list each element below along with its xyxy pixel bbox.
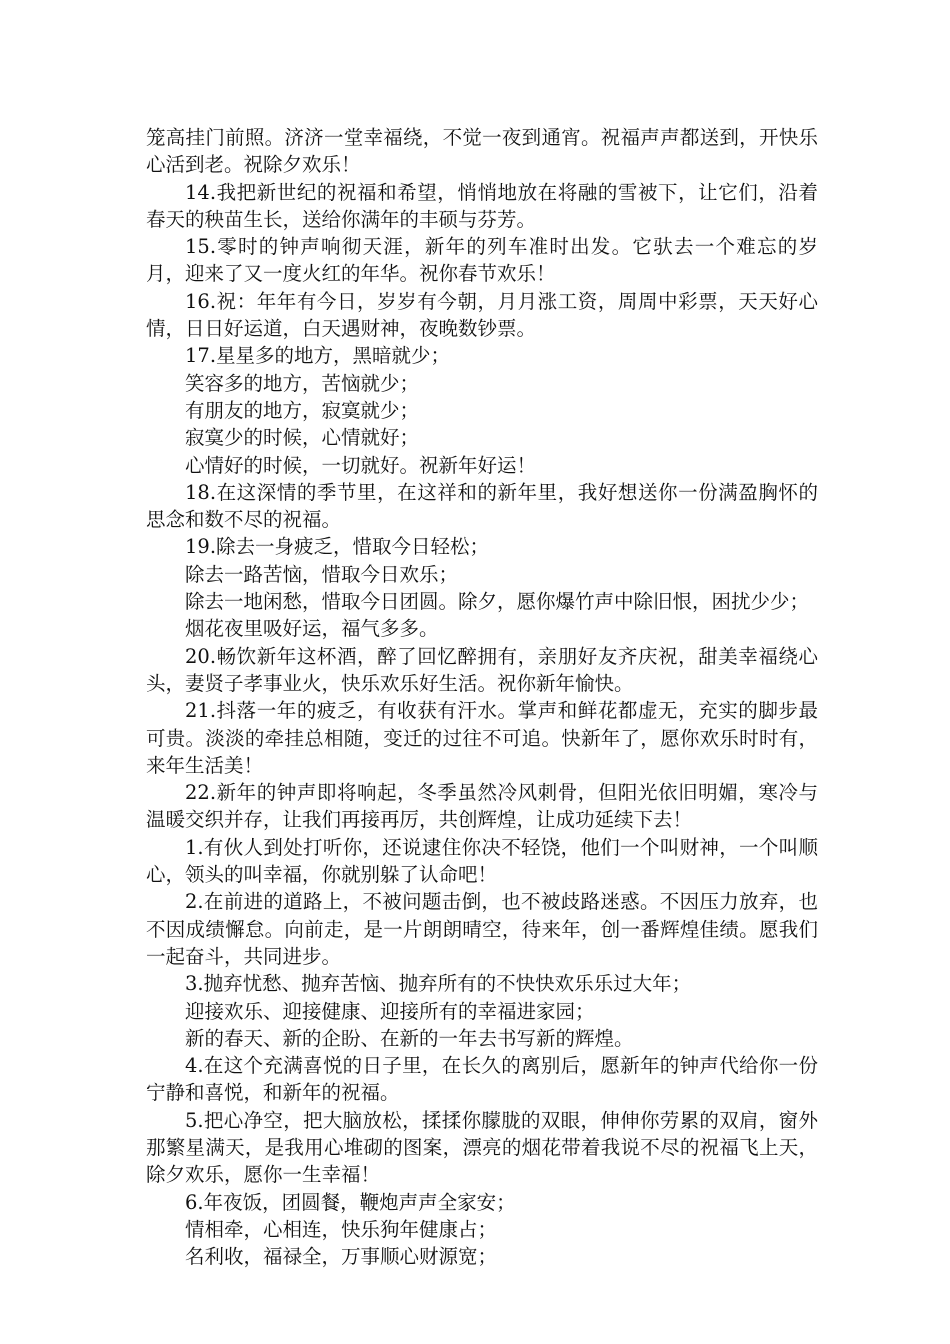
paragraph: 心情好的时候，一切就好。祝新年好运！ [185,453,537,477]
paragraph: 6.年夜饭，团圆餐，鞭炮声声全家安； [185,1190,516,1214]
paragraph: 3.抛弃忧愁、抛弃苦恼、抛弃所有的不快快欢乐乐过大年； [185,972,692,996]
paragraph: 14.我把新世纪的祝福和希望，悄悄地放在将融的雪被下，让它们，沿着春天的秧苗生长，送给你满年的丰硕与芬芳。 [146,180,818,231]
paragraph: 21.抖落一年的疲乏，有收获有汗水。掌声和鲜花都虚无，充实的脚步最可贵。淡淡的牵挂总相随，变迁的过往不可追。快新年了，愿你欢乐时时有，来年生活美！ [146,699,818,777]
paragraph: 笑容多的地方，苦恼就少； [185,371,420,395]
paragraph: 19.除去一身疲乏，惜取今日轻松； [185,535,490,559]
document-page [146,124,818,1270]
paragraph: 2.在前进的道路上，不被问题击倒，也不被歧路迷惑。不因压力放弃，也不因成绩懈怠。向前走，是一片朗朗晴空，待来年，创一番辉煌佳绩。愿我们一起奋斗，共同进步。 [146,890,818,968]
paragraph: 情相牵，心相连，快乐狗年健康占； [185,1217,498,1241]
paragraph: 18.在这深情的季节里，在这祥和的新年里，我好想送你一份满盈胸怀的思念和数不尽的祝福。 [146,480,818,532]
paragraph: 除去一地闲愁，惜取今日团圆。除夕，愿你爆竹声中除旧恨，困扰少少； [185,590,810,614]
paragraph: 有朋友的地方，寂寞就少； [185,398,420,422]
paragraph: 5.把心净空，把大脑放松，揉揉你朦胧的双眼，伸伸你劳累的双肩，窗外那繁星满天，是我用心堆砌的图案，漂亮的烟花带着我说不尽的祝福飞上天，除夕欢乐，愿你一生幸福！ [146,1108,818,1187]
paragraph: 寂寞少的时候，心情就好； [185,426,420,450]
paragraph: 22.新年的钟声即将响起，冬季虽然冷风刺骨，但阳光依旧明媚，寒冷与温暖交织并存，让我们再接再厉，共创辉煌，让成功延续下去！ [146,781,818,832]
paragraph: 烟花夜里吸好运，福气多多。 [185,617,439,641]
paragraph: 名利收，福禄全，万事顺心财源宽； [185,1245,498,1269]
paragraph: 迎接欢乐、迎接健康、迎接所有的幸福进家园； [185,999,595,1023]
paragraph: 20.畅饮新年这杯酒，醉了回忆醉拥有，亲朋好友齐庆祝，甜美幸福绕心头，妻贤子孝事业火，快乐欢乐好生活。祝你新年愉快。 [146,644,818,695]
paragraph: 4.在这个充满喜悦的日子里，在长久的离别后，愿新年的钟声代给你一份宁静和喜悦，和新年的祝福。 [146,1054,818,1105]
paragraph: 16.祝：年年有今日，岁岁有今朝，月月涨工资，周周中彩票，天天好心情，日日好运道，白天遇财神，夜晚数钞票。 [146,289,818,341]
paragraph: 15.零时的钟声响彻天涯，新年的列车准时出发。它驮去一个难忘的岁月，迎来了又一度火红的年华。祝你春节欢乐！ [146,235,818,286]
paragraph: 除去一路苦恼，惜取今日欢乐； [185,562,459,586]
paragraph: 笼高挂门前照。济济一堂幸福绕，不觉一夜到通宵。祝福声声都送到，开快乐心活到老。祝除夕欢乐！ [146,126,818,177]
paragraph: 1.有伙人到处打听你，还说逮住你决不轻饶，他们一个叫财神，一个叫顺心，领头的叫幸福，你就别躲了认命吧！ [146,835,818,887]
paragraph: 新的春天、新的企盼、在新的一年去书写新的辉煌。 [185,1026,634,1050]
paragraph: 17.星星多的地方，黑暗就少； [185,344,451,368]
